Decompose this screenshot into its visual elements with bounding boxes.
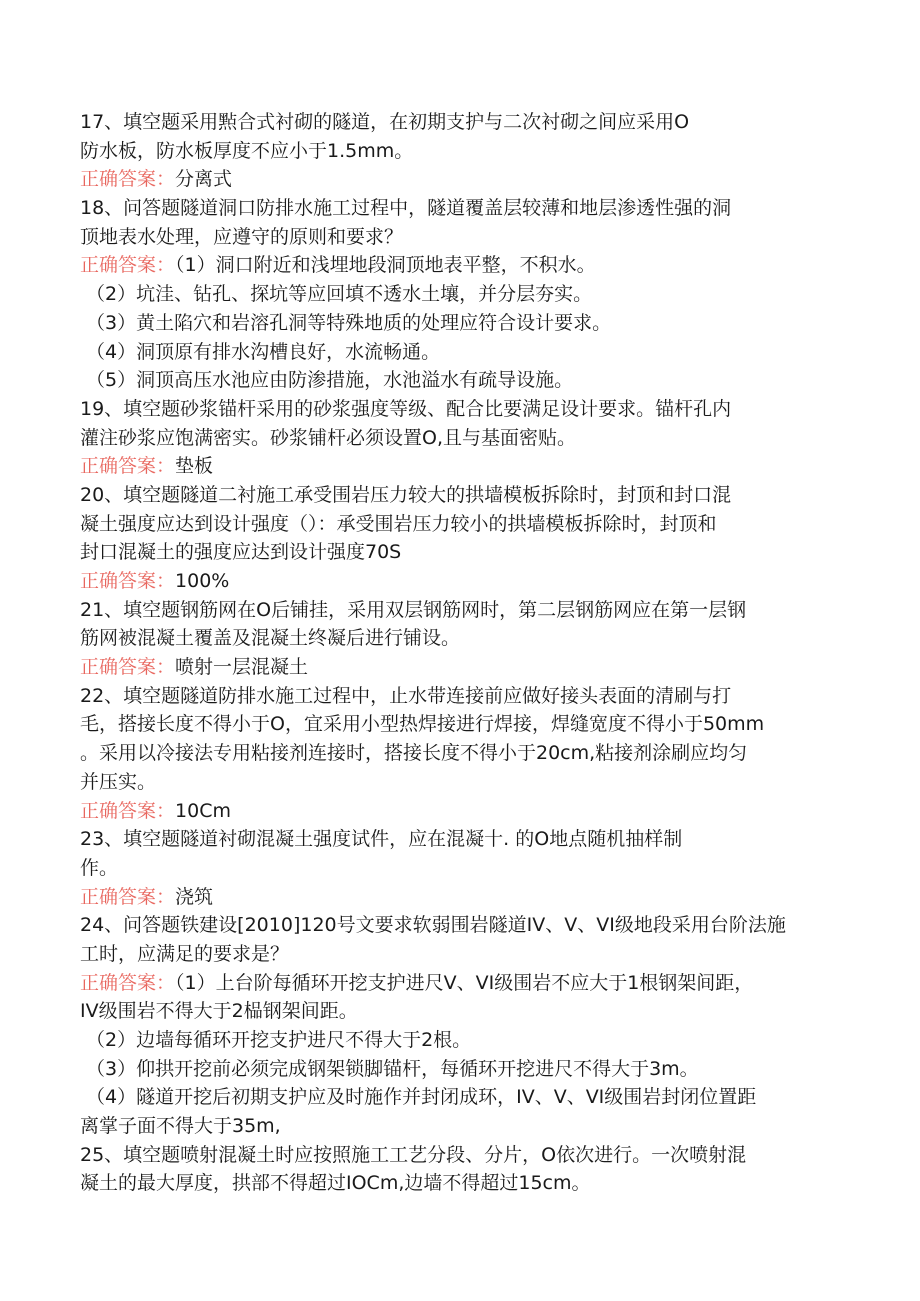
answer-label: 正确答案： [80, 455, 176, 478]
answer-label: 正确答案： [80, 971, 176, 994]
question-line: 并压实。 [80, 770, 157, 793]
answer-line [80, 251, 840, 280]
answer-text: 100% [175, 570, 230, 592]
question-line: 19、填空题砂浆锚杆采用的砂浆强度等级、配合比要满足设计要求。锚杆孔内 [80, 397, 732, 420]
document-body [80, 108, 840, 1198]
question-line: 灌注砂浆应饱满密实。砂浆铺杆必须设置O,且与基面密贴。 [80, 426, 576, 449]
answer-line [80, 653, 840, 682]
question-line: 21、填空题钢筋网在O后铺挂，采用双层钢筋网时，第二层钢筋网应在第一层钢 [80, 598, 747, 621]
answer-line [80, 883, 840, 912]
question-line: 防水板，防水板厚度不应小于1.5mm。 [80, 139, 414, 162]
answer-item-line: （3）仰拱开挖前必须完成钢架锁脚锚杆，每循环开挖进尺不得大于3m。 [86, 1057, 699, 1080]
answer-item-line: （5）洞顶高压水池应由防渗措施，水池溢水有疏导设施。 [86, 369, 574, 392]
answer-label: 正确答案： [80, 799, 176, 822]
question-line: 24、问答题铁建设[2010]120号文要求软弱围岩隧道IV、V、VI级地段采用台阶法施 [80, 914, 786, 937]
question-line: 凝土的最大厚度，拱部不得超过IOCm,边墙不得超过15cm。 [80, 1172, 591, 1195]
answer-label: 正确答案： [80, 168, 176, 191]
answer-text: 10Cm [175, 799, 231, 822]
question-line: 22、填空题隧道防排水施工过程中，止水带连接前应做好接头表面的清刷与打 [80, 684, 732, 707]
answer-line [80, 567, 840, 596]
question-line: 17、填空题采用㸃合式衬砌的隧道，在初期支护与二次衬砌之间应采用O [80, 111, 690, 133]
answer-item-line: （4）隧道开挖后初期支护应及时施作并封闭成环，IV、V、VI级围岩封闭位置距 [86, 1086, 757, 1109]
answer-label: 正确答案： [80, 254, 176, 277]
answer-label: 正确答案： [80, 656, 176, 679]
question-line: 23、填空题隧道衬砌混凝土强度试件，应在混凝十. 的O地点随机抽样制 [80, 828, 683, 851]
question-line: 离掌子面不得大于35m, [80, 1115, 281, 1138]
answer-label: 正确答案： [80, 885, 176, 908]
answer-line [80, 969, 840, 998]
question-line: 封口混凝土的强度应达到设计强度70S [80, 541, 402, 564]
answer-item-line: （2）边墙每循环开挖支护进尺不得大于2根。 [86, 1029, 472, 1051]
answer-label: 正确答案： [80, 570, 176, 592]
question-line: 。采用以冷接法专用粘接剂连接时，搭接长度不得小于20cm,粘接剂涂刷应均匀 [80, 742, 748, 765]
answer-text: 喷射一层混凝土 [175, 656, 309, 679]
answer-line [80, 797, 840, 826]
answer-text: 分离式 [175, 168, 233, 191]
answer-text: （1）上台阶每循环开挖支护进尺V、VI级围岩不应大于1根钢架间距， [175, 971, 754, 994]
question-line: IV级围岩不得大于2榀钢架间距。 [80, 1000, 358, 1023]
question-line: 25、填空题喷射混凝土时应按照施工工艺分段、分片，O依次进行。一次喷射混 [80, 1143, 747, 1166]
answer-line [80, 452, 840, 481]
question-line: 凝土强度应达到设计强度（）：承受围岩压力较小的拱墙模板拆除时，封顶和 [80, 512, 717, 535]
answer-item-line: （4）洞顶原有排水沟槽良好，水流畅通。 [86, 340, 441, 363]
answer-text: 浇筑 [175, 885, 214, 908]
answer-text: 垫板 [175, 455, 214, 478]
answer-text: （1）洞口附近和浅埋地段洞顶地表平整，不积水。 [175, 254, 596, 277]
question-line: 作。 [80, 856, 119, 879]
question-line: 18、问答题隧道洞口防排水施工过程中，隧道覆盖层较薄和地层渗透性强的洞 [80, 197, 732, 220]
question-line: 毛，搭接长度不得小于O，宜采用小型热焊接进行焊接，焊缝宽度不得小于50mm [80, 713, 765, 736]
question-line: 顶地表水处理，应遵守的原则和要求？ [80, 225, 404, 248]
question-line: 筋网被混凝土覆盖及混凝土终凝后进行铺设。 [80, 627, 461, 650]
question-line: 20、填空题隧道二衬施工承受围岩压力较大的拱墙模板拆除时，封顶和封口混 [80, 483, 732, 506]
answer-item-line: （2）坑洼、钻孔、探坑等应回填不透水土壤，并分层夯实。 [86, 283, 593, 306]
answer-line [80, 165, 840, 194]
answer-item-line: （3）黄土陷穴和岩溶孔洞等特殊地质的处理应符合设计要求。 [86, 311, 612, 334]
question-line: 工时，应满足的要求是？ [80, 942, 290, 965]
